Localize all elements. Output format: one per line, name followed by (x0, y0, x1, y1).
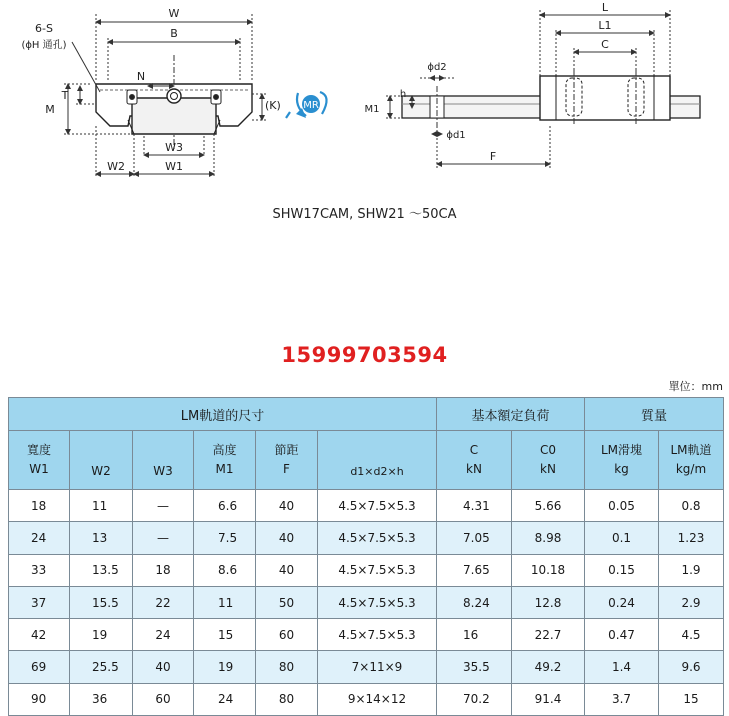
dim-t-label: T (61, 89, 69, 102)
dim-w1-label: W1 (165, 160, 183, 173)
cell-w1: 18 (9, 490, 70, 522)
col-m1-line2: M1 (215, 462, 234, 476)
cell-w3: — (133, 490, 194, 522)
col-dh-line2: d1×d2×h (350, 465, 404, 478)
cell-c0: 10.18 (512, 554, 585, 586)
col-f-line2: F (283, 462, 290, 476)
cell-m1: 15 (194, 619, 256, 651)
cell-dh: 4.5×7.5×5.3 (318, 619, 437, 651)
cell-c0: 5.66 (512, 490, 585, 522)
cell-m1: 19 (194, 651, 256, 683)
cell-w1: 33 (9, 554, 70, 586)
col-header-m1 (194, 431, 256, 490)
contact-phone: 15999703594 (281, 343, 448, 367)
table-row (9, 586, 724, 618)
cell-c: 7.05 (437, 522, 512, 554)
group-header-mass: 質量 (585, 398, 724, 431)
cell-rail-mass: 9.6 (659, 651, 724, 683)
col-header-c (437, 431, 512, 490)
cell-f: 40 (256, 554, 318, 586)
cell-block-mass: 3.7 (585, 683, 659, 715)
table-row (9, 619, 724, 651)
cell-w2: 36 (70, 683, 133, 715)
cell-w3: — (133, 522, 194, 554)
mr-label: MR (303, 100, 319, 111)
cell-c0: 49.2 (512, 651, 585, 683)
cell-c0: 91.4 (512, 683, 585, 715)
col-block-mass-line1: LM滑塊 (600, 443, 643, 457)
cell-rail-mass: 15 (659, 683, 724, 715)
group-header-lm-rail: LM軌道的尺寸 (9, 398, 437, 431)
dim-l-label: L (601, 1, 609, 14)
cell-c: 8.24 (437, 586, 512, 618)
dim-k-label: (K) (265, 99, 281, 112)
col-header-w3 (133, 431, 194, 490)
cell-c: 35.5 (437, 651, 512, 683)
dim-s-label: 6-S (35, 22, 53, 35)
cell-m1: 7.5 (194, 522, 256, 554)
group-header-rated-load: 基本額定負荷 (437, 398, 585, 431)
table-row (9, 683, 724, 715)
moment-icon (286, 92, 327, 118)
col-header-rail-mass (659, 431, 724, 490)
dim-w3-label: W3 (165, 141, 183, 154)
cell-block-mass: 0.15 (585, 554, 659, 586)
col-f-line1: 節距 (274, 443, 299, 457)
col-header-f (256, 431, 318, 490)
unit-label: 單位：mm (668, 380, 723, 393)
table-row (9, 651, 724, 683)
cell-dh: 7×11×9 (318, 651, 437, 683)
cell-w1: 42 (9, 619, 70, 651)
cell-rail-mass: 0.8 (659, 490, 724, 522)
cell-dh: 4.5×7.5×5.3 (318, 490, 437, 522)
cell-w1: 37 (9, 586, 70, 618)
col-w2-line2: W2 (91, 464, 111, 478)
col-rail-mass-line1: LM軌道 (670, 443, 712, 457)
table-row (9, 554, 724, 586)
col-c-line1: C (469, 443, 479, 457)
cell-f: 60 (256, 619, 318, 651)
col-c0-line1: C0 (540, 443, 557, 457)
hole-label: (ϕH 通孔) (21, 40, 67, 51)
cell-f: 40 (256, 522, 318, 554)
col-header-w1 (9, 431, 70, 490)
spec-table-body (9, 490, 724, 716)
cell-block-mass: 0.24 (585, 586, 659, 618)
cell-w2: 13.5 (70, 554, 133, 586)
cell-block-mass: 1.4 (585, 651, 659, 683)
dim-l1-label: L1 (598, 19, 612, 32)
cell-f: 40 (256, 490, 318, 522)
cell-w1: 24 (9, 522, 70, 554)
cell-c: 16 (437, 619, 512, 651)
cell-m1: 6.6 (194, 490, 256, 522)
cell-block-mass: 0.05 (585, 490, 659, 522)
col-header-c0 (512, 431, 585, 490)
table-row (9, 522, 724, 554)
cell-c: 70.2 (437, 683, 512, 715)
cell-rail-mass: 1.9 (659, 554, 724, 586)
cell-w3: 24 (133, 619, 194, 651)
col-rail-mass-line2: kg/m (675, 462, 707, 476)
col-w3-line2: W3 (153, 464, 173, 478)
col-w1-line1: 寬度 (26, 443, 51, 457)
cell-w3: 18 (133, 554, 194, 586)
dim-m1-label: M1 (364, 104, 380, 115)
col-header-w2 (70, 431, 133, 490)
cell-m1: 11 (194, 586, 256, 618)
dim-d1-label: ϕd1 (446, 130, 466, 141)
col-w1-line2: W1 (29, 462, 49, 476)
cell-dh: 4.5×7.5×5.3 (318, 522, 437, 554)
cell-dh: 9×14×12 (318, 683, 437, 715)
dim-w-label: W (168, 7, 180, 20)
dim-c-label: C (601, 38, 609, 51)
dim-w2-label: W2 (107, 160, 125, 173)
cell-m1: 8.6 (194, 554, 256, 586)
cell-rail-mass: 4.5 (659, 619, 724, 651)
cell-w2: 11 (70, 490, 133, 522)
cell-m1: 24 (194, 683, 256, 715)
table-row (9, 490, 724, 522)
dim-m-label: M (45, 103, 55, 116)
cell-c0: 12.8 (512, 586, 585, 618)
cell-dh: 4.5×7.5×5.3 (318, 554, 437, 586)
cell-rail-mass: 2.9 (659, 586, 724, 618)
dim-f-label: F (489, 150, 497, 163)
cell-dh: 4.5×7.5×5.3 (318, 586, 437, 618)
cell-w2: 19 (70, 619, 133, 651)
cell-rail-mass: 1.23 (659, 522, 724, 554)
cell-c0: 22.7 (512, 619, 585, 651)
dim-b-label: B (170, 27, 178, 40)
cell-f: 50 (256, 586, 318, 618)
col-c-line2: kN (466, 462, 482, 476)
col-header-block-mass (585, 431, 659, 490)
guide-diagram (0, 0, 729, 230)
dim-n-label: N (136, 70, 146, 83)
col-c0-line2: kN (540, 462, 556, 476)
cell-w2: 15.5 (70, 586, 133, 618)
col-block-mass-line2: kg (614, 462, 629, 476)
cell-c: 4.31 (437, 490, 512, 522)
cell-w3: 60 (133, 683, 194, 715)
model-caption: SHW17CAM, SHW21 ～50CA (272, 207, 457, 222)
cell-c0: 8.98 (512, 522, 585, 554)
cell-w2: 25.5 (70, 651, 133, 683)
col-header-dh (318, 431, 437, 490)
cell-block-mass: 0.1 (585, 522, 659, 554)
side-view (386, 10, 700, 168)
cell-w3: 40 (133, 651, 194, 683)
cell-block-mass: 0.47 (585, 619, 659, 651)
cell-f: 80 (256, 683, 318, 715)
cell-w3: 22 (133, 586, 194, 618)
cell-f: 80 (256, 651, 318, 683)
dim-h-label: h (399, 89, 407, 100)
cell-w1: 69 (9, 651, 70, 683)
spec-table (8, 397, 724, 716)
col-m1-line1: 高度 (212, 443, 237, 457)
cell-w2: 13 (70, 522, 133, 554)
cell-c: 7.65 (437, 554, 512, 586)
dim-d2-label: ϕd2 (427, 62, 447, 73)
cell-w1: 90 (9, 683, 70, 715)
